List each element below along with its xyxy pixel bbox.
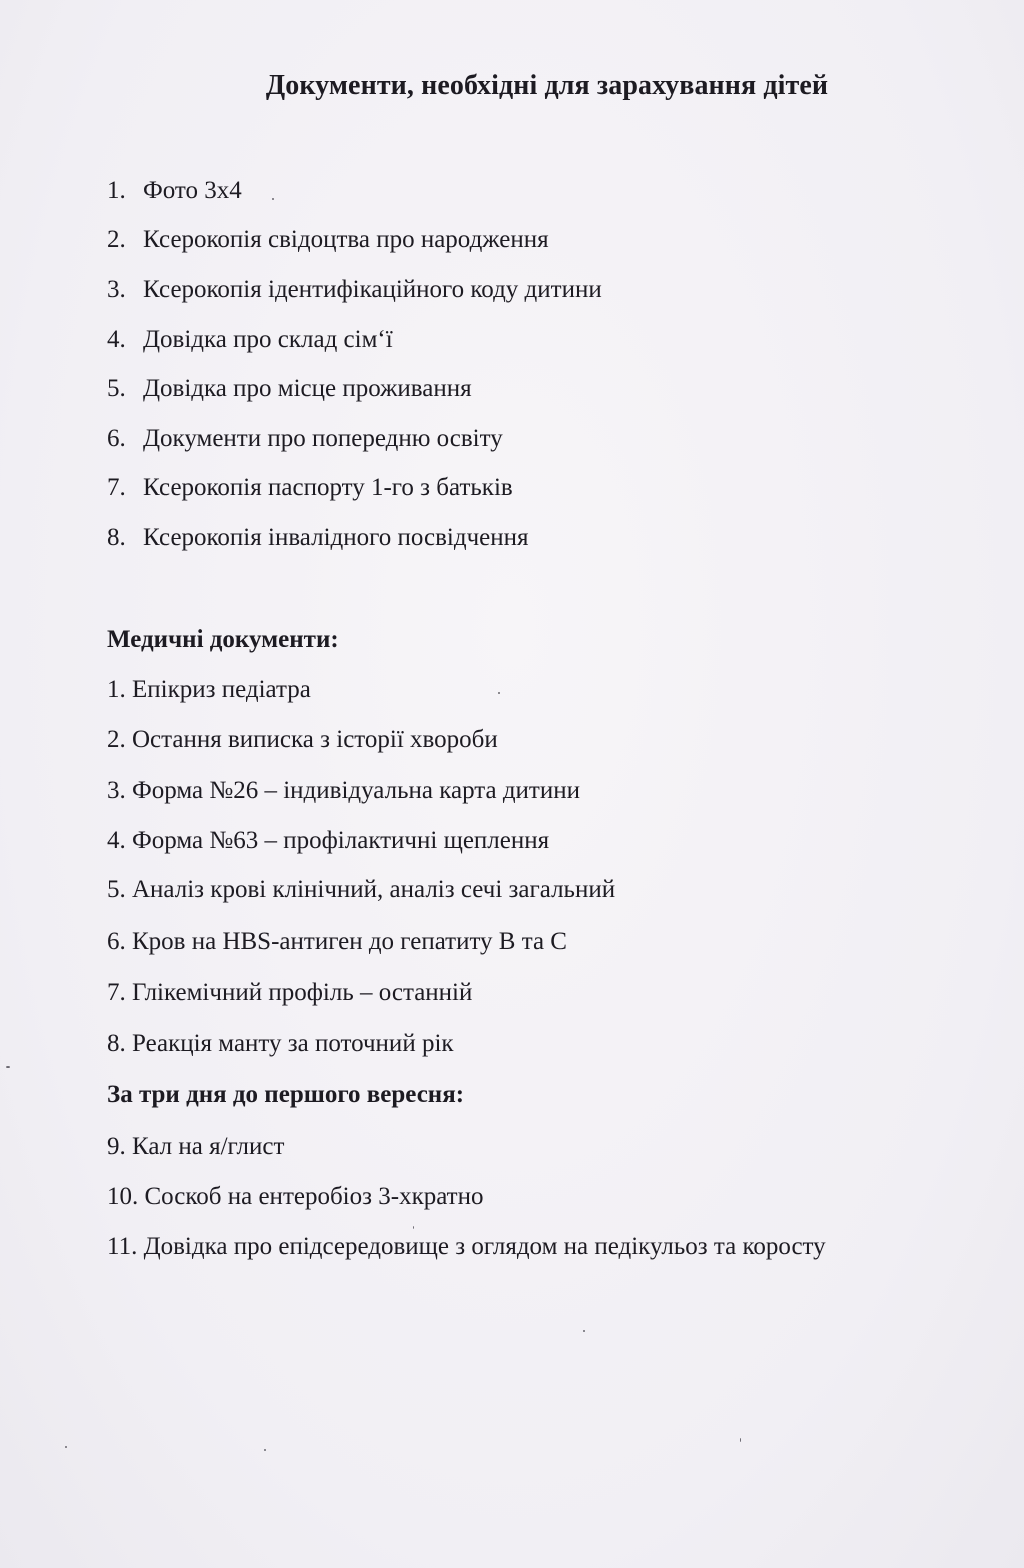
list-item (107, 724, 498, 756)
list-item-number: 1. (107, 676, 126, 703)
scan-speck (498, 692, 500, 694)
list-item-number: 5. (107, 876, 126, 903)
list-item (107, 1231, 826, 1263)
list-item (107, 522, 529, 554)
list-item-text: Довідка про епідсередовище з оглядом на педікульоз та коросту (143, 1233, 826, 1260)
list-item-text: Форма №63 – профілактичні щеплення (132, 827, 550, 854)
list-item (107, 373, 472, 405)
list-item-number: 2. (107, 726, 126, 753)
list-item (107, 977, 472, 1009)
list-item-text: Аналіз крові клінічний, аналіз сечі загальний (132, 876, 616, 903)
scan-speck (264, 1449, 266, 1451)
list-item-number: 4. (107, 827, 126, 854)
list-item-text: Реакція манту за поточний рік (132, 1030, 454, 1057)
list-item-number: 4. (107, 326, 126, 353)
list-item-text: Соскоб на ентеробіоз 3-хкратно (144, 1183, 484, 1210)
list-item (107, 175, 242, 207)
list-item-text: Ксерокопія інвалідного посвідчення (143, 524, 529, 551)
list-item-text: Фото 3х4 (143, 177, 242, 204)
list-item-text: Ксерокопія ідентифікаційного коду дитини (143, 276, 602, 303)
list-item-number: 7. (107, 474, 126, 501)
list-item-number: 3. (107, 777, 126, 804)
list-item-number: 11. (107, 1233, 138, 1260)
list-item-number: 5. (107, 375, 126, 402)
list-item (107, 1181, 483, 1213)
list-item (107, 1131, 284, 1163)
list-item-text: Кал на я/глист (132, 1133, 285, 1160)
list-item (107, 472, 513, 504)
scan-speck (413, 1226, 414, 1229)
list-item-text: Довідка про місце проживання (143, 375, 472, 402)
list-item-number: 8. (107, 524, 126, 551)
list-item-number: 7. (107, 979, 126, 1006)
list-item-number: 10. (107, 1183, 139, 1210)
list-item-number: 2. (107, 226, 126, 253)
list-item (107, 224, 549, 256)
list-item-text: Епікриз педіатра (132, 676, 311, 703)
list-item-number: 3. (107, 276, 126, 303)
before-september-heading: За три дня до першого вересня: (107, 1081, 465, 1108)
list-item-text: Глікемічний профіль – останній (132, 979, 473, 1006)
list-item (107, 674, 311, 706)
list-item (107, 926, 567, 958)
list-item (107, 274, 602, 306)
scan-speck (583, 1330, 585, 1332)
list-item-text: Форма №26 – індивідуальна карта дитини (132, 777, 580, 804)
list-item-text: Документи про попередню освіту (143, 425, 503, 452)
document-title: Документи, необхідні для зарахування дітей (265, 70, 829, 101)
list-item (107, 423, 503, 455)
list-item-number: 9. (107, 1133, 126, 1160)
list-item (107, 324, 393, 356)
list-item-text: Ксерокопія свідоцтва про народження (143, 226, 549, 253)
list-item (107, 775, 580, 807)
scan-speck (740, 1438, 741, 1442)
list-item (107, 825, 549, 857)
list-item-text: Ксерокопія паспорту 1-го з батьків (143, 474, 513, 501)
list-item-text: Остання виписка з історії хвороби (132, 726, 498, 753)
list-item (107, 1028, 454, 1060)
list-item-number: 8. (107, 1030, 126, 1057)
scan-speck (65, 1446, 67, 1448)
list-item-number: 6. (107, 425, 126, 452)
medical-section-heading: Медичні документи: (107, 626, 339, 653)
list-item-text: Кров на HBS-антиген до гепатиту В та С (132, 928, 567, 955)
list-item-text: Довідка про склад сім‘ї (143, 326, 393, 353)
scan-speck (6, 1066, 10, 1068)
scan-speck (272, 198, 274, 200)
list-item-number: 1. (107, 177, 126, 204)
list-item-number: 6. (107, 928, 126, 955)
list-item (107, 874, 615, 906)
